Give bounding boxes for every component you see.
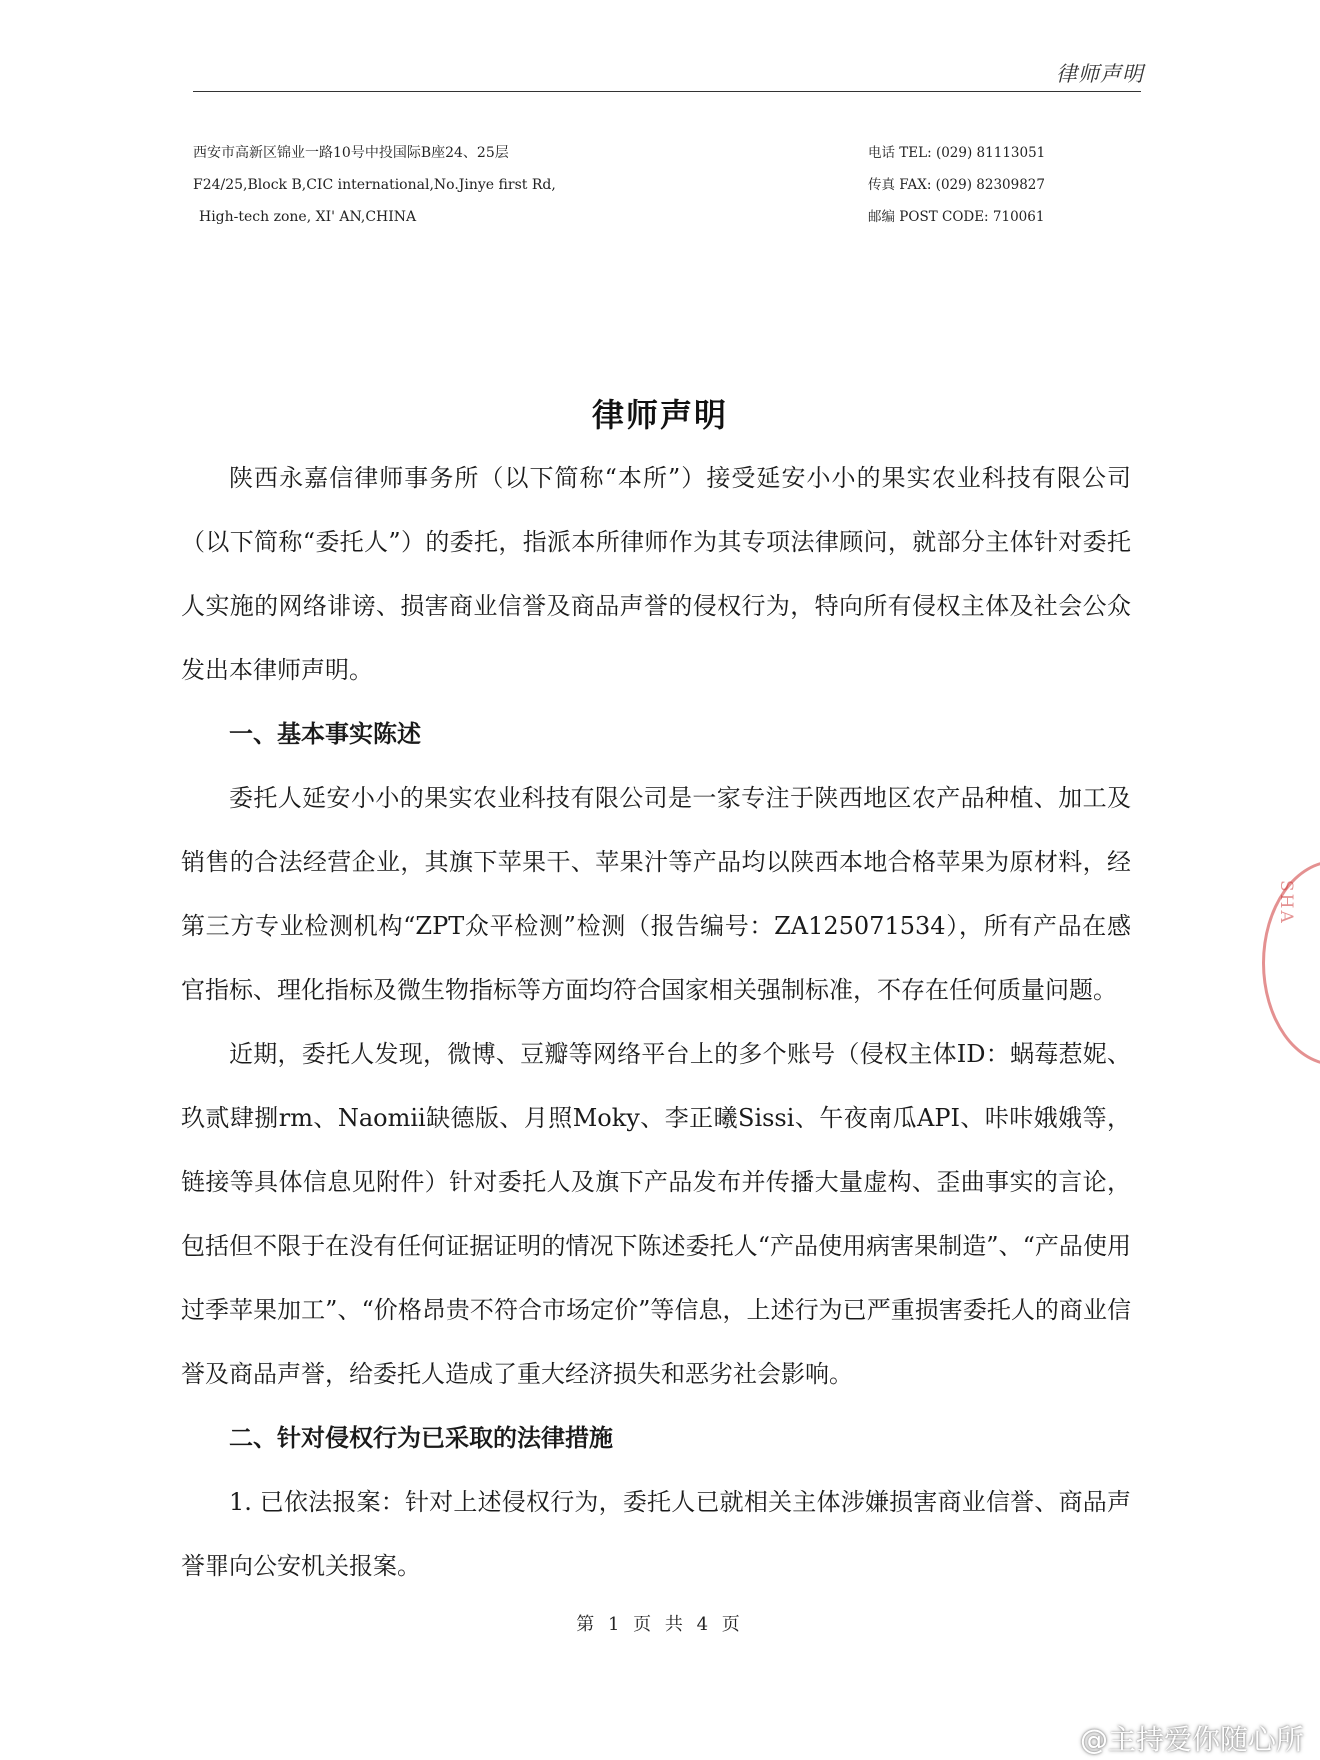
header-rule xyxy=(193,91,1141,92)
section-2-heading: 二、针对侵权行为已采取的法律措施 xyxy=(229,1423,613,1452)
section-1-paragraph-1: 委托人延安小小的果实农业科技有限公司是一家专注于陕西地区农产品种植、加工及销售的合法经营企业，其旗下苹果干、苹果汁等产品均以陕西本地合格苹果为原材料，经第三方专业检测机构“ZPT众平检测”检测（报告编号：ZA125071534），所有产品在感官指标、理化指标及微生物指标等方面均符合国家相关强制标准，不存在任何质量问题。 xyxy=(181,784,1131,1004)
document-title: 律师声明 xyxy=(591,396,728,434)
letterhead-address xyxy=(193,137,556,233)
post-code: 邮编 POST CODE: 710061 xyxy=(868,209,1045,225)
address-en-line-1: F24/25,Block B,CIC international,No.Jinye first Rd, xyxy=(193,177,556,193)
phone-number: 电话 TEL: (029) 81113051 xyxy=(868,145,1046,161)
fax-number: 传真 FAX: (029) 82309827 xyxy=(868,177,1045,193)
letterhead-contact xyxy=(868,137,1045,233)
address-cn: 西安市高新区锦业一路10号中投国际B座24、25层 xyxy=(193,145,509,161)
section-1-heading: 一、基本事实陈述 xyxy=(229,719,421,748)
document-body xyxy=(181,446,1131,1598)
seal-text: SHA xyxy=(1276,880,1296,925)
address-en-line-2: High-tech zone, XI' AN,CHINA xyxy=(199,209,417,225)
section-2-paragraph-1: 1. 已依法报案：针对上述侵权行为，委托人已就相关主体涉嫌损害商业信誉、商品声誉罪向公安机关报案。 xyxy=(181,1488,1131,1580)
intro-paragraph: 陕西永嘉信律师事务所（以下简称“本所”）接受延安小小的果实农业科技有限公司（以下简称“委托人”）的委托，指派本所律师作为其专项法律顾问，就部分主体针对委托人实施的网络诽谤、损害商业信誉及商品声誉的侵权行为，特向所有侵权主体及社会公众发出本律师声明。 xyxy=(181,464,1131,684)
running-title: 律师声明 xyxy=(1056,62,1144,86)
watermark: @主持爱你随心所 xyxy=(1079,1723,1304,1756)
page-number: 第 1 页 共 4 页 xyxy=(576,1614,744,1635)
section-1-paragraph-2: 近期，委托人发现，微博、豆瓣等网络平台上的多个账号（侵权主体ID：蜗莓惹妮、玖贰肆捌rm、Naomii缺德版、月照Moky、李正曦Sissi、午夜南瓜API、咔咔娥娥等，链接等具体信息见附件）针对委托人及旗下产品发布并传播大量虚构、歪曲事实的言论，包括但不限于在没有任何证据证明的情况下陈述委托人“产品使用病害果制造”、“产品使用过季苹果加工”、“价格昂贵不符合市场定价”等信息，上述行为已严重损害委托人的商业信誉及商品声誉，给委托人造成了重大经济损失和恶劣社会影响。 xyxy=(181,1040,1131,1388)
